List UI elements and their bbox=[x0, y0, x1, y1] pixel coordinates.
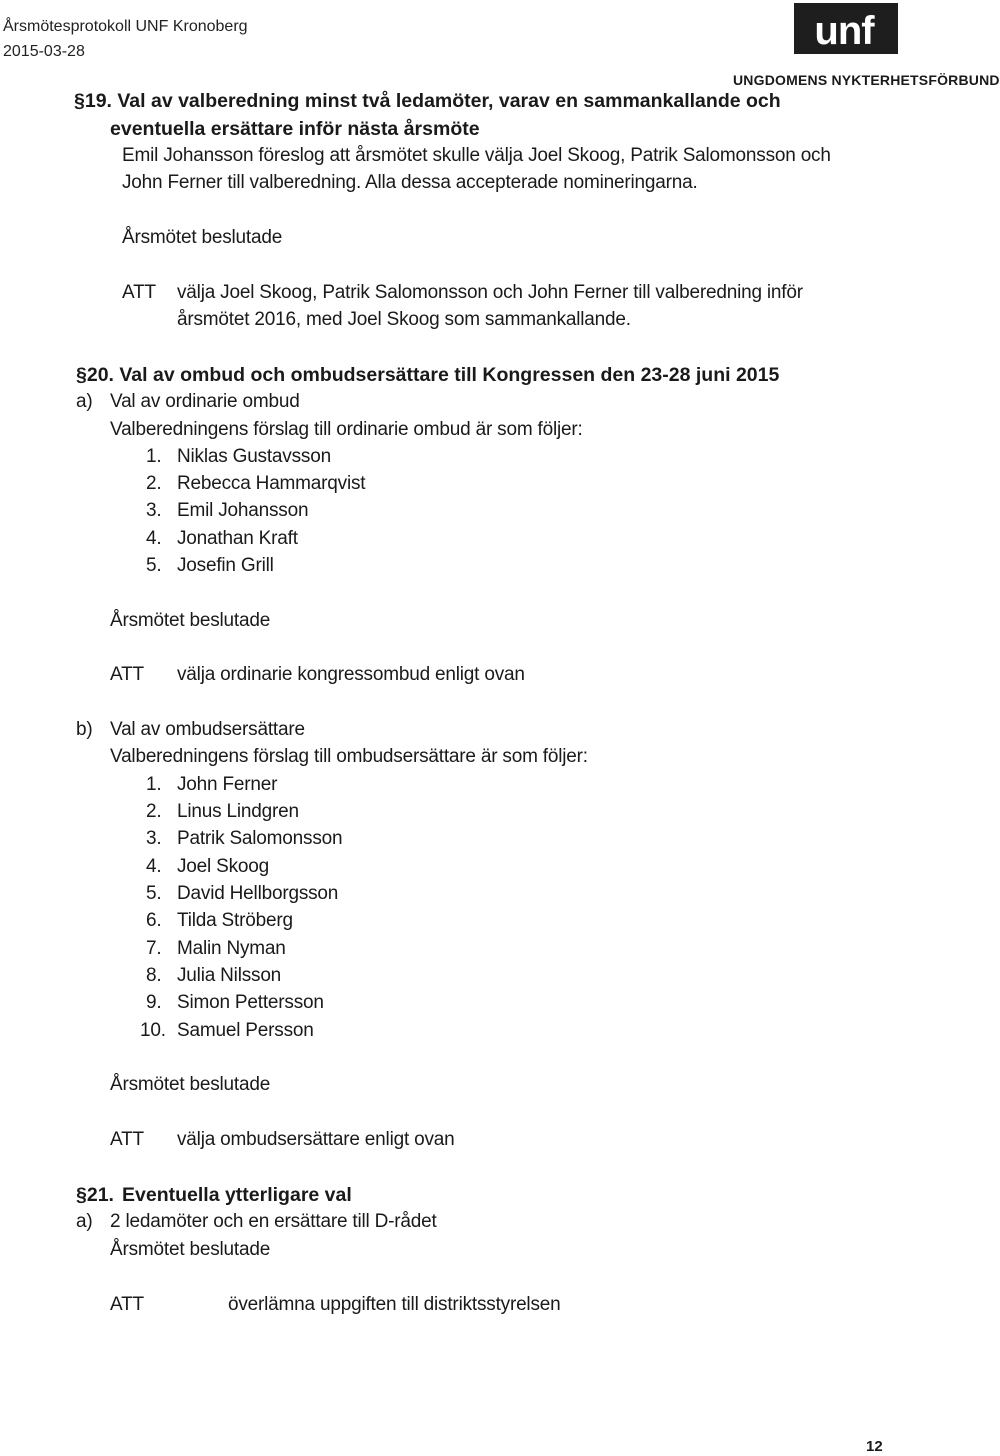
list-item-name: David Hellborgsson bbox=[177, 883, 339, 904]
list-item-number: 2. bbox=[146, 801, 162, 822]
s20-a-att-text: välja ordinarie kongressombud enligt ovan bbox=[177, 664, 525, 685]
s21-a-att-text: överlämna uppgiften till distriktsstyrelsen bbox=[228, 1294, 561, 1315]
list-item-number: 5. bbox=[146, 555, 162, 576]
s21-a-decision: Årsmötet beslutade bbox=[110, 1239, 271, 1260]
s20-a-decision: Årsmötet beslutade bbox=[110, 610, 271, 631]
list-item-name: Emil Johansson bbox=[177, 500, 309, 521]
s19-att-label: ATT bbox=[122, 282, 156, 303]
list-item-name: Samuel Persson bbox=[177, 1020, 314, 1041]
list-item-number: 6. bbox=[146, 910, 162, 931]
s20-b-title: Val av ombudsersättare bbox=[110, 719, 305, 740]
list-item-name: Joel Skoog bbox=[177, 856, 270, 877]
s20-b-att-label: ATT bbox=[110, 1129, 144, 1150]
list-item-number: 4. bbox=[146, 856, 162, 877]
s19-body-line2: John Ferner till valberedning. Alla dessa accepterade nomineringarna. bbox=[122, 172, 698, 193]
s20-a-title: Val av ordinarie ombud bbox=[110, 391, 300, 412]
list-item-number: 5. bbox=[146, 883, 162, 904]
list-item-name: Simon Pettersson bbox=[177, 992, 324, 1013]
s20-a-att-label: ATT bbox=[110, 664, 144, 685]
list-item-name: John Ferner bbox=[177, 774, 278, 795]
s19-att-line2: årsmötet 2016, med Joel Skoog som sammankallande. bbox=[177, 309, 631, 330]
s20-a-intro: Valberedningens förslag till ordinarie ombud är som följer: bbox=[110, 419, 583, 440]
unf-logo bbox=[794, 3, 898, 54]
document-title: Årsmötesprotokoll UNF Kronoberg bbox=[3, 18, 248, 35]
list-item-number: 1. bbox=[146, 446, 162, 467]
s21-a-title: 2 ledamöter och en ersättare till D-rådet bbox=[110, 1211, 437, 1232]
list-item-number: 7. bbox=[146, 938, 162, 959]
s20-b-att-text: välja ombudsersättare enligt ovan bbox=[177, 1129, 455, 1150]
list-item-number: 2. bbox=[146, 473, 162, 494]
list-item-name: Tilda Ströberg bbox=[177, 910, 293, 931]
list-item-number: 1. bbox=[146, 774, 162, 795]
list-item-name: Josefin Grill bbox=[177, 555, 274, 576]
s19-heading-line1: §19. Val av valberedning minst två ledamöter, varav en sammankallande och bbox=[74, 90, 781, 112]
s19-heading-line2: eventuella ersättare inför nästa årsmöte bbox=[110, 118, 480, 140]
s20-heading: §20. Val av ombud och ombudsersättare till Kongressen den 23-28 juni 2015 bbox=[76, 364, 780, 386]
unf-logo-mark bbox=[794, 3, 898, 54]
s19-att-line1: välja Joel Skoog, Patrik Salomonsson och John Ferner till valberedning inför bbox=[177, 282, 803, 303]
list-item-number: 3. bbox=[146, 828, 162, 849]
s19-decision: Årsmötet beslutade bbox=[122, 227, 283, 248]
s21-number: §21. bbox=[76, 1184, 114, 1206]
list-item-name: Niklas Gustavsson bbox=[177, 446, 331, 467]
s21-title: Eventuella ytterligare val bbox=[122, 1184, 352, 1206]
s20-b-decision: Årsmötet beslutade bbox=[110, 1074, 271, 1095]
list-item-number: 3. bbox=[146, 500, 162, 521]
s21-a-att-label: ATT bbox=[110, 1294, 144, 1315]
s21-a-marker: a) bbox=[76, 1211, 93, 1232]
unf-logo-text: unf bbox=[814, 9, 874, 53]
list-item-name: Julia Nilsson bbox=[177, 965, 282, 986]
organization-name: UNGDOMENS NYKTERHETSFÖRBUND bbox=[733, 72, 1000, 88]
list-item-name: Jonathan Kraft bbox=[177, 528, 298, 549]
s20-a-marker: a) bbox=[76, 391, 93, 412]
document-date: 2015-03-28 bbox=[3, 43, 85, 60]
list-item-name: Rebecca Hammarqvist bbox=[177, 473, 366, 494]
page-number: 12 bbox=[866, 1438, 883, 1455]
list-item-number: 4. bbox=[146, 528, 162, 549]
s20-b-intro: Valberedningens förslag till ombudsersättare är som följer: bbox=[110, 746, 588, 767]
list-item-number: 10. bbox=[140, 1020, 166, 1041]
s20-b-marker: b) bbox=[76, 719, 93, 740]
s19-body-line1: Emil Johansson föreslog att årsmötet skulle välja Joel Skoog, Patrik Salomonsson och bbox=[122, 145, 831, 166]
list-item-number: 9. bbox=[146, 992, 162, 1013]
list-item-name: Malin Nyman bbox=[177, 938, 286, 959]
list-item-name: Patrik Salomonsson bbox=[177, 828, 343, 849]
list-item-number: 8. bbox=[146, 965, 162, 986]
list-item-name: Linus Lindgren bbox=[177, 801, 299, 822]
